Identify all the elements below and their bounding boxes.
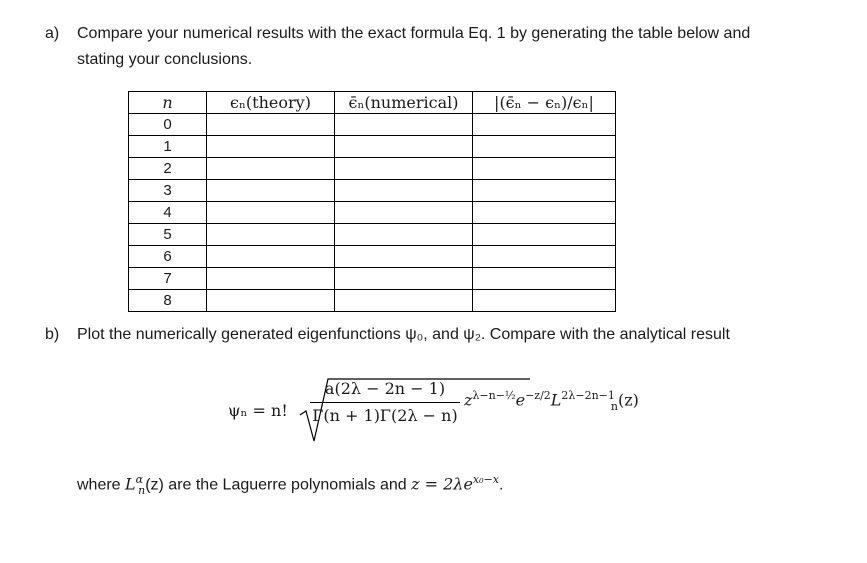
table-row (129, 246, 616, 268)
row-n-cell: 6 (129, 246, 207, 268)
header-n: n (129, 92, 207, 114)
table-header-row (129, 92, 616, 114)
empty-cell (473, 136, 616, 158)
question-a-label: a) (45, 25, 60, 42)
empty-cell (473, 290, 616, 312)
table-row (129, 180, 616, 202)
where-statement: where $L^\alpha_n(z)$ are the Laguerre polynomials and $z = 2\lambda e^{x_0-x}$. (77, 473, 504, 497)
empty-cell (335, 246, 473, 268)
row-n-cell: 3 (129, 180, 207, 202)
empty-cell (335, 180, 473, 202)
fraction-bar (310, 402, 460, 403)
table-row (129, 268, 616, 290)
formula-denominator: Γ(n + 1)Γ(2λ − n) (312, 406, 458, 425)
row-n-cell: 2 (129, 158, 207, 180)
z-definition: z = 2λe (411, 474, 473, 494)
empty-cell (473, 114, 616, 136)
empty-cell (473, 268, 616, 290)
empty-cell (335, 136, 473, 158)
empty-cell (207, 180, 335, 202)
question-a-text-line1: Compare your numerical results with the exact formula Eq. 1 by generating the table below and (77, 25, 751, 42)
results-table (128, 91, 616, 312)
question-b-label: b) (45, 326, 60, 343)
row-n-cell: 5 (129, 224, 207, 246)
empty-cell (473, 224, 616, 246)
empty-cell (473, 246, 616, 268)
laguerre-symbol: L (125, 474, 136, 494)
row-n-cell: 8 (129, 290, 207, 312)
row-n-cell: 0 (129, 114, 207, 136)
table-row (129, 224, 616, 246)
empty-cell (335, 268, 473, 290)
empty-cell (207, 202, 335, 224)
formula-numerator: a(2λ − 2n − 1) (324, 379, 446, 398)
empty-cell (207, 268, 335, 290)
row-n-cell: 4 (129, 202, 207, 224)
empty-cell (335, 290, 473, 312)
table-row (129, 136, 616, 158)
empty-cell (473, 202, 616, 224)
table-row (129, 158, 616, 180)
table-row (129, 114, 616, 136)
empty-cell (207, 246, 335, 268)
empty-cell (473, 158, 616, 180)
header-theory: ϵₙ(theory) (207, 92, 335, 114)
empty-cell (207, 136, 335, 158)
empty-cell (335, 202, 473, 224)
empty-cell (207, 224, 335, 246)
empty-cell (473, 180, 616, 202)
header-relative-error: |(ϵ̄ₙ − ϵₙ)/ϵₙ| (473, 92, 616, 114)
table-row (129, 202, 616, 224)
empty-cell (335, 114, 473, 136)
empty-cell (335, 224, 473, 246)
empty-cell (335, 158, 473, 180)
row-n-cell: 7 (129, 268, 207, 290)
formula-lhs: ψₙ = n! (228, 401, 288, 420)
question-a-text-line2: stating your conclusions. (77, 51, 253, 68)
empty-cell (207, 158, 335, 180)
row-n-cell: 1 (129, 136, 207, 158)
table-row (129, 290, 616, 312)
empty-cell (207, 114, 335, 136)
header-numerical: ϵ̄ₙ(numerical) (335, 92, 473, 114)
formula-tail: $z^{\lambda-n-\frac{1}{2}}e^{-z/2}L^{2\lambda-2n-1}_n(z)$ (464, 389, 639, 413)
question-b-text: Plot the numerically generated eigenfunctions ψ₀, and ψ₂. Compare with the analytical result (77, 326, 730, 343)
formula-fraction (310, 377, 460, 428)
empty-cell (207, 290, 335, 312)
